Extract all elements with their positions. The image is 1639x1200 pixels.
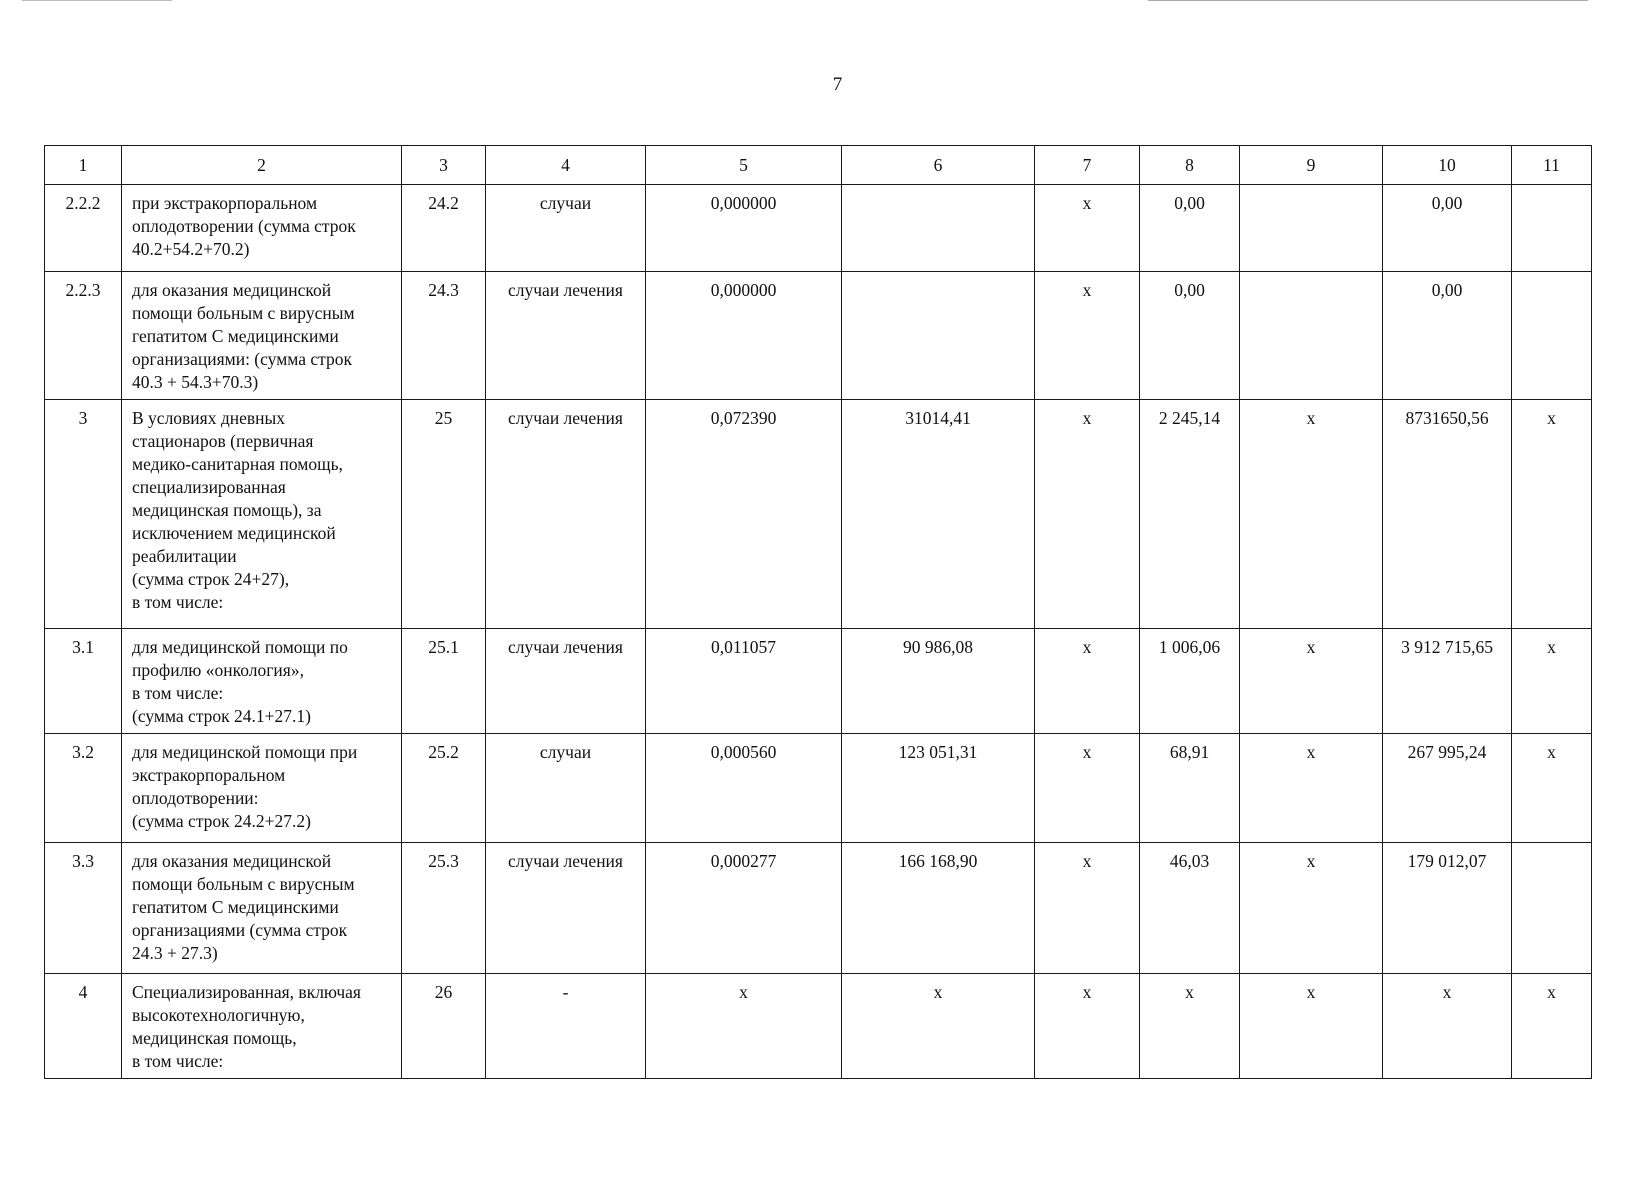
cell-col7: х <box>1035 272 1140 400</box>
table-row <box>45 974 1592 1079</box>
cell-col8: 0,00 <box>1140 185 1240 272</box>
cell-col9: х <box>1240 734 1383 843</box>
cell-col8: 46,03 <box>1140 843 1240 974</box>
header-cell: 9 <box>1240 146 1383 185</box>
cell-col9 <box>1240 185 1383 272</box>
header-cell: 3 <box>402 146 486 185</box>
header-cell: 1 <box>45 146 122 185</box>
cell-col6: 90 986,08 <box>842 629 1035 734</box>
row-description: для медицинской помощи при экстракорпоральном оплодотворении: (сумма строк 24.2+27.2) <box>122 734 402 843</box>
row-code: 2.2.2 <box>45 185 122 272</box>
cell-col8: 0,00 <box>1140 272 1240 400</box>
cell-col6 <box>842 185 1035 272</box>
row-line-number: 26 <box>402 974 486 1079</box>
table-row <box>45 734 1592 843</box>
row-description: для оказания медицинской помощи больным с вирусным гепатитом С медицинскими организациями (сумма строк 24.3 + 27.3) <box>122 843 402 974</box>
cell-col10: 179 012,07 <box>1383 843 1512 974</box>
cell-col10: 3 912 715,65 <box>1383 629 1512 734</box>
cell-col10: 267 995,24 <box>1383 734 1512 843</box>
cell-col9: х <box>1240 843 1383 974</box>
row-unit: - <box>486 974 646 1079</box>
row-code: 2.2.3 <box>45 272 122 400</box>
cell-col11: х <box>1512 400 1592 629</box>
table-row <box>45 843 1592 974</box>
row-line-number: 25 <box>402 400 486 629</box>
row-description: для оказания медицинской помощи больным с вирусным гепатитом С медицинскими организациями: (сумма строк 40.3 + 54.3+70.3) <box>122 272 402 400</box>
row-line-number: 25.2 <box>402 734 486 843</box>
header-cell: 11 <box>1512 146 1592 185</box>
cell-col6: 31014,41 <box>842 400 1035 629</box>
row-description: Специализированная, включая высокотехнологичную, медицинская помощь, в том числе: <box>122 974 402 1079</box>
cell-col8: 1 006,06 <box>1140 629 1240 734</box>
cell-col7: х <box>1035 629 1140 734</box>
row-line-number: 24.3 <box>402 272 486 400</box>
cell-col8: х <box>1140 974 1240 1079</box>
cell-col7: х <box>1035 734 1140 843</box>
scan-top-rule-right <box>1148 0 1588 1</box>
row-description: В условиях дневных стационаров (первичная медико-санитарная помощь, специализированная медицинская помощь), за исключением медицинской реабилитации (сумма строк 24+27), в том числе: <box>122 400 402 629</box>
row-unit: случаи <box>486 734 646 843</box>
cell-col5: х <box>646 974 842 1079</box>
table-row <box>45 400 1592 629</box>
cell-col11 <box>1512 185 1592 272</box>
row-code: 3.1 <box>45 629 122 734</box>
row-code: 4 <box>45 974 122 1079</box>
row-description: для медицинской помощи по профилю «онкология», в том числе: (сумма строк 24.1+27.1) <box>122 629 402 734</box>
cell-col11: х <box>1512 974 1592 1079</box>
row-unit: случаи лечения <box>486 843 646 974</box>
table-row <box>45 272 1592 400</box>
header-row <box>45 146 1592 185</box>
cell-col9: х <box>1240 974 1383 1079</box>
cell-col5: 0,072390 <box>646 400 842 629</box>
row-code: 3.2 <box>45 734 122 843</box>
row-description: при экстракорпоральном оплодотворении (сумма строк 40.2+54.2+70.2) <box>122 185 402 272</box>
row-unit: случаи лечения <box>486 272 646 400</box>
header-cell: 10 <box>1383 146 1512 185</box>
scan-top-rule-left <box>22 0 172 1</box>
cell-col10: 0,00 <box>1383 185 1512 272</box>
row-line-number: 24.2 <box>402 185 486 272</box>
cell-col7: х <box>1035 185 1140 272</box>
cell-col11: х <box>1512 629 1592 734</box>
data-table <box>44 145 1592 1079</box>
cell-col5: 0,000000 <box>646 272 842 400</box>
cell-col7: х <box>1035 974 1140 1079</box>
cell-col9 <box>1240 272 1383 400</box>
row-unit: случаи лечения <box>486 400 646 629</box>
cell-col10: 8731650,56 <box>1383 400 1512 629</box>
header-cell: 5 <box>646 146 842 185</box>
cell-col6: х <box>842 974 1035 1079</box>
cell-col8: 2 245,14 <box>1140 400 1240 629</box>
cell-col9: х <box>1240 400 1383 629</box>
table-row <box>45 185 1592 272</box>
cell-col6: 166 168,90 <box>842 843 1035 974</box>
cell-col8: 68,91 <box>1140 734 1240 843</box>
cell-col9: х <box>1240 629 1383 734</box>
header-cell: 8 <box>1140 146 1240 185</box>
cell-col10: 0,00 <box>1383 272 1512 400</box>
row-line-number: 25.1 <box>402 629 486 734</box>
table-row <box>45 629 1592 734</box>
cell-col7: х <box>1035 843 1140 974</box>
header-cell: 7 <box>1035 146 1140 185</box>
page-number: 7 <box>832 74 843 95</box>
row-code: 3 <box>45 400 122 629</box>
cell-col5: 0,000000 <box>646 185 842 272</box>
row-code: 3.3 <box>45 843 122 974</box>
cell-col5: 0,000277 <box>646 843 842 974</box>
row-line-number: 25.3 <box>402 843 486 974</box>
cell-col5: 0,000560 <box>646 734 842 843</box>
header-cell: 4 <box>486 146 646 185</box>
cell-col7: х <box>1035 400 1140 629</box>
cell-col5: 0,011057 <box>646 629 842 734</box>
row-unit: случаи лечения <box>486 629 646 734</box>
header-cell: 2 <box>122 146 402 185</box>
cell-col6: 123 051,31 <box>842 734 1035 843</box>
cell-col10: х <box>1383 974 1512 1079</box>
cell-col11 <box>1512 843 1592 974</box>
cell-col11 <box>1512 272 1592 400</box>
row-unit: случаи <box>486 185 646 272</box>
cell-col6 <box>842 272 1035 400</box>
header-cell: 6 <box>842 146 1035 185</box>
cell-col11: х <box>1512 734 1592 843</box>
